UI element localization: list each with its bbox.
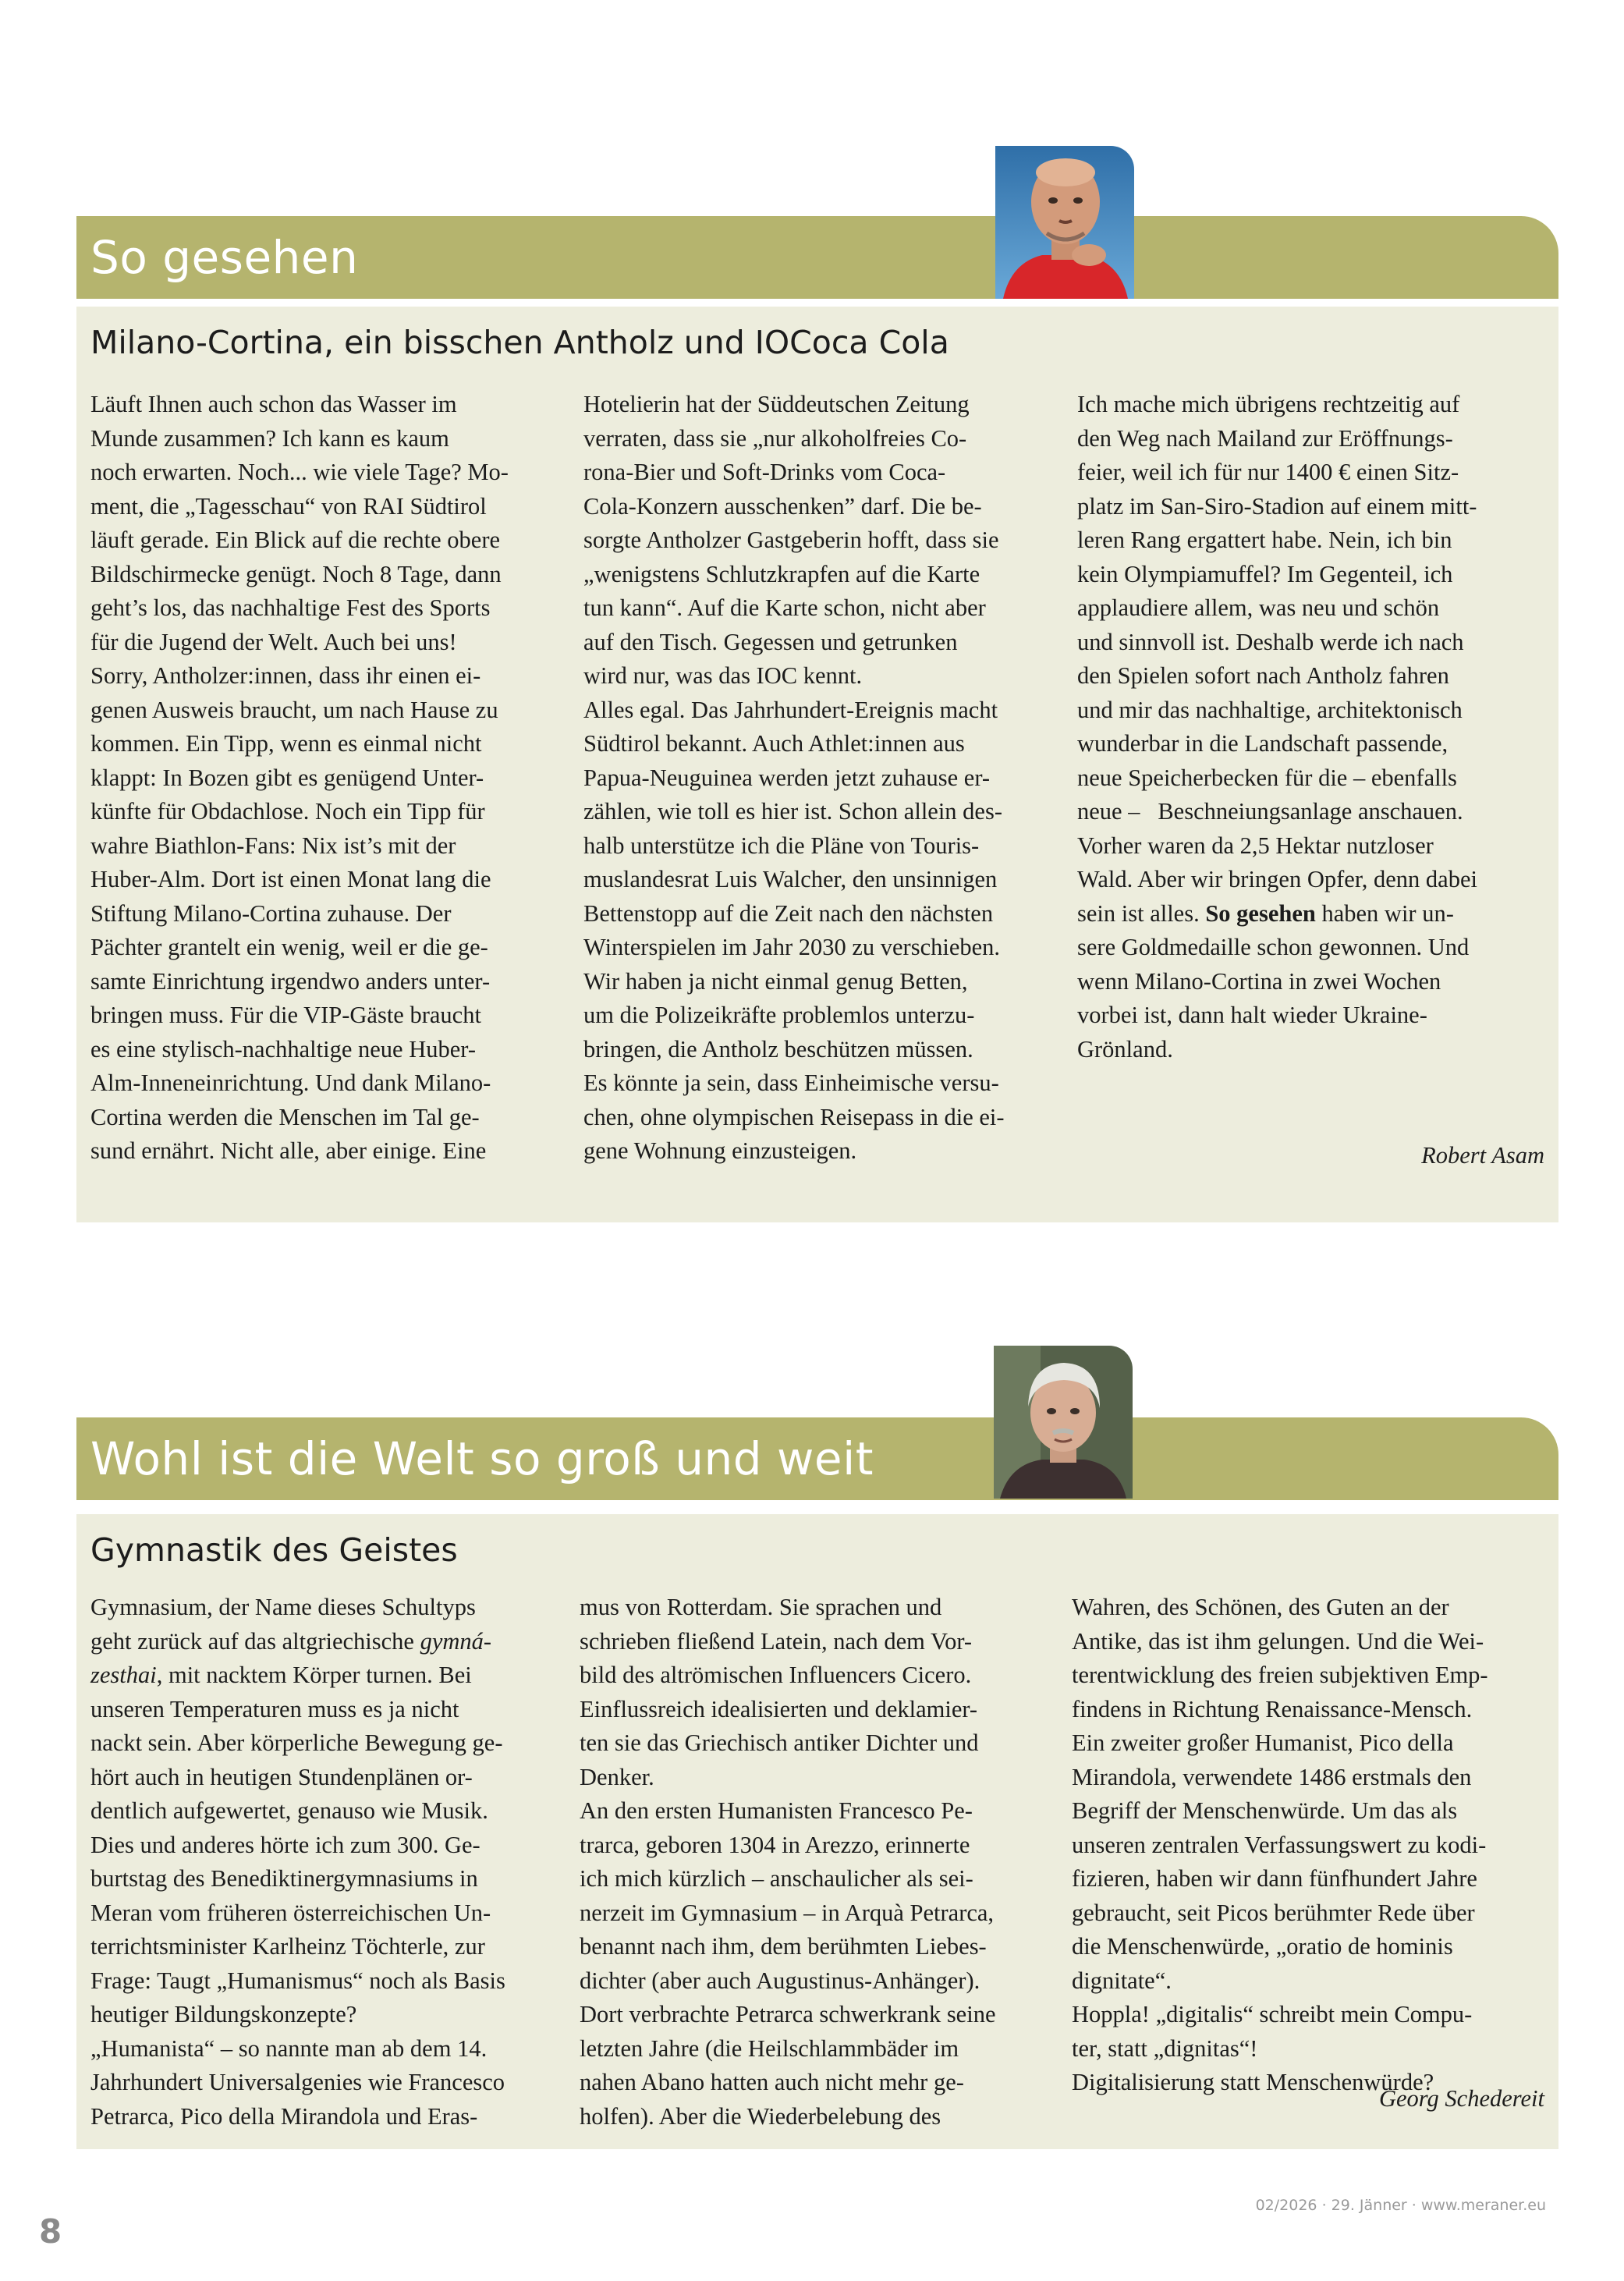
- column-title: Wohl ist die Welt so groß und weit: [90, 1432, 874, 1485]
- author-photo-robert-asam: [995, 146, 1134, 299]
- column-3-bold-phrase: So gesehen: [1205, 899, 1316, 927]
- article-headline: Gymnastik des Geistes: [90, 1531, 458, 1569]
- article-box: [76, 307, 1558, 1222]
- article-wohl-ist-die-welt: [76, 1417, 1558, 2149]
- article-column-2: mus von Rotterdam. Sie sprachen und schrieben fließend Latein, nach dem Vor- bild des altrömischen Influencers Cicero. Einflussreich idealisierten und deklamier- ten sie das Griechisch antiker Dichter und Denker. An den ersten Humanisten Francesco Pe- trarca, geboren 1304 in Arezzo, erinnerte ich mich kürzlich – anschaulicher als sei- nerzeit im Gymnasium – in Arquà Petrarca, benannt nach ihm, dem berühmten Liebes- dichter (aber auch Augustinus-Anhänger). Dort verbrachte Petrarca schwerkrank seine letzten Jahre (die Heilschlammbäder im nahen Abano hatten auch nicht mehr ge- holfen). Aber die Wiederbelebung des: [580, 1594, 996, 2130]
- article-so-gesehen: [76, 216, 1558, 1222]
- article-column-2: Hotelierin hat der Süddeutschen Zeitung verraten, dass sie „nur alkoholfreies Co- rona-Bier und Soft-Drinks vom Coca- Cola-Konzern ausschenken” darf. Die be- sorgte Antholzer Gastgeberin hofft, dass sie „wenigstens Schlutzkrapfen auf die Karte tun kann“. Auf die Karte schon, nicht aber auf den Tisch. Gegessen und getrunken wird nur, was das IOC kennt. Alles egal. Das Jahrhundert-Ereignis macht Südtirol bekannt. Auch Athlet:innen aus Papua-Neuguinea werden jetzt zuhause er- zählen, wie toll es hier ist. Schon allein des- halb unterstütze ich die Pläne von Touris- muslandesrat Luis Walcher, den unsinnigen Bettenstopp auf die Zeit nach den nächsten Winterspielen im Jahr 2030 zu verschieben. Wir haben ja nicht einmal genug Betten, um die Polizeikräfte problemlos unterzu- bringen, die Antholz beschützen müssen. Es könnte ja sein, dass Einheimische versu- chen, ohne olympischen Reisepass in die ei- gene Wohnung einzusteigen.: [583, 391, 1005, 1164]
- article-column-3: Wahren, des Schönen, des Guten an der Antike, das ist ihm gelungen. Und die Wei- terentwicklung des freien subjektiven Emp- findens in Richtung Renaissance-Mensch. Ein zweiter großer Humanist, Pico della Mirandola, verwendete 1486 erstmals den Begriff der Menschenwürde. Um das als unseren zentralen Verfassungswert zu kodi- fizieren, haben wir dann fünfhundert Jahre gebraucht, seit Picos berühmter Rede über die Menschenwürde, „oratio de hominis dignitate“. Hoppla! „digitalis“ schreibt mein Compu- ter, statt „dignitas“! Digitalisierung statt Menschenwürde?: [1072, 1594, 1488, 2095]
- column-3-text-b: haben wir un- sere Goldmedaille schon gewonnen. Und wenn Milano-Cortina in zwei Wochen vorbei ist, dann halt wieder Ukraine- Grönland.: [1077, 899, 1470, 1062]
- column-1-italic-a: gymná-: [420, 1627, 492, 1655]
- article-column-1: [90, 1591, 555, 2134]
- column-1-italic-b: zesthai: [90, 1662, 157, 1688]
- article-author: Robert Asam: [1421, 1142, 1544, 1169]
- column-1-text-b: , mit nacktem Körper turnen. Bei unseren Temperaturen muss es ja nicht nackt sein. Aber körperliche Bewegung ge- hört auch in heutigen Stundenplänen or- dentlich aufgewertet, genauso wie Musik. Dies und anderes hörte ich zum 300. Ge- burtstag des Benediktinergymnasiums in Meran vom früheren österreichischen Un- terrichtsminister Karlheinz Töchterle, zur Frage: Taugt „Humanismus“ noch als Basis heutiger Bildungskonzepte? „Humanista“ – so nannte man ab dem 14. Jahrhundert Universalgenies wie Francesco Petrarca, Pico della Mirandola und Eras-: [90, 1662, 505, 2130]
- portrait-icon: [995, 146, 1134, 299]
- column-title: So gesehen: [90, 231, 359, 284]
- author-photo-georg-schedereit: [994, 1346, 1133, 1499]
- article-column-1: Läuft Ihnen auch schon das Wasser im Munde zusammen? Ich kann es kaum noch erwarten. Noch... wie viele Tage? Mo- ment, die „Tagesschau“ von RAI Südtirol läuft gerade. Ein Blick auf die rechte obere Bildschirmecke genügt. Noch 8 Tage, dann geht’s los, das nachhaltige Fest des Sports für die Jugend der Welt. Auch bei uns! Sorry, Antholzer:innen, dass ihr einen ei- genen Ausweis braucht, um nach Hause zu kommen. Ein Tipp, wenn es einmal nicht klappt: In Bozen gibt es genügend Unter- künfte für Obdachlose. Noch ein Tipp für wahre Biathlon-Fans: Nix ist’s mit der Huber-Alm. Dort ist einen Monat lang die Stiftung Milano-Cortina zuhause. Der Pächter grantelt ein wenig, weil er die ge- samte Einrichtung irgendwo anders unter- bringen muss. Für die VIP-Gäste braucht es eine stylisch-nachhaltige neue Huber- Alm-Inneneinrichtung. Und dank Milano- Cortina werden die Menschen im Tal ge- sund ernährt. Nicht alle, aber einige. Eine: [90, 391, 509, 1164]
- portrait-icon: [994, 1346, 1133, 1499]
- column-3-text-a: Ich mache mich übrigens rechtzeitig auf den Weg nach Mailand zur Eröffnungs- feier, weil ich für nur 1400 € einen Sitz- platz im San-Siro-Stadion auf einem mitt- leren Rang ergattert habe. Nein, ich bin kein Olympiamuffel? Im Gegenteil, ich applaudiere allem, was neu und schön und sinnvoll ist. Deshalb werde ich nach den Spielen sofort nach Antholz fahren und mir das nachhaltige, architektonisch wunderbar in die Landschaft passende, neue Speicherbecken für die – ebenfalls neue – Beschneiungsanlage anschauen. Vorher waren da 2,5 Hektar nutzloser Wald. Aber wir bringen Opfer, denn dabei sein ist alles.: [1077, 391, 1477, 927]
- column-1-text-a: Gymnasium, der Name dieses Schultyps geht zurück auf das altgriechische: [90, 1594, 476, 1655]
- issue-info: 02/2026 · 29. Jänner · www.meraner.eu: [1255, 2197, 1546, 2214]
- article-author: Georg Schedereit: [1378, 2085, 1544, 2112]
- article-headline: Milano-Cortina, ein bisschen Antholz und IOCoca Cola: [90, 324, 949, 361]
- column-banner: [76, 1417, 1558, 1500]
- page-number: 8: [39, 2212, 62, 2251]
- article-box: [76, 1514, 1558, 2149]
- column-banner: [76, 216, 1558, 299]
- article-column-3: [1077, 388, 1541, 1066]
